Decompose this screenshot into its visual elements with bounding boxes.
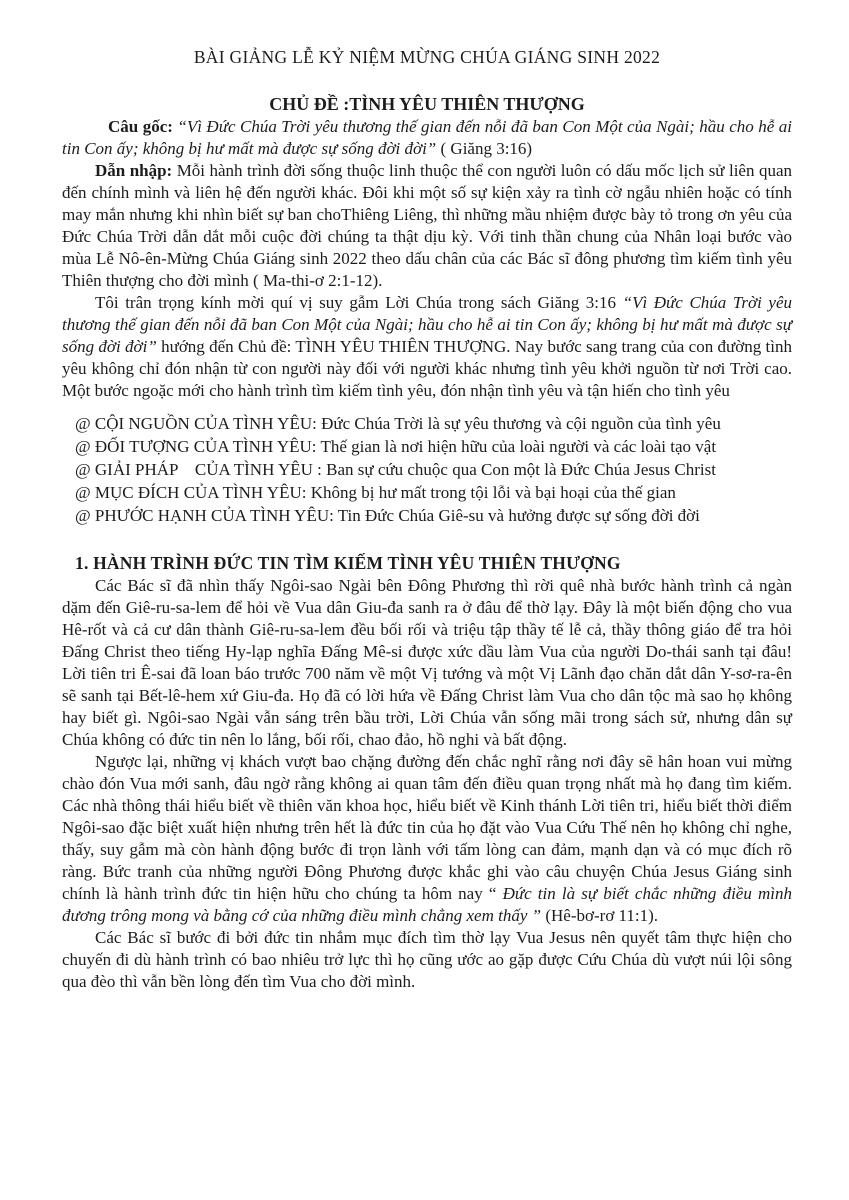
list-item-blessing-of-love: @ PHƯỚC HẠNH CỦA TÌNH YÊU: Tin Đức Chúa Giê-su và hưởng được sự sống đời đời (75, 506, 700, 525)
key-verse-paragraph: Câu gốc: “Vì Đức Chúa Trời yêu thương thế gian đến nỗi đã ban Con Một của Ngài; hầu cho hễ ai tin Con ấy; không bị hư mất mà được sự sống đời đời” ( Giăng 3:16) (62, 117, 792, 158)
section-1-heading: 1. HÀNH TRÌNH ĐỨC TIN TÌM KIẾM TÌNH YÊU THIÊN THƯỢNG (75, 553, 621, 573)
invitation-paragraph: Tôi trân trọng kính mời quí vị suy gẫm Lời Chúa trong sách Giăng 3:16 “Vì Đức Chúa Trời yêu thương thế gian đến nỗi đã ban Con Một của Ngài; hầu cho hễ ai tin Con ấy; không bị hư mất mà được sự sống đời đời” hướng đến Chủ đề: TÌNH YÊU THIÊN THƯỢNG. Nay bước sang trang của con đường tình yêu không chỉ đón nhận từ con người này đối với người khác nhưng tình yêu khởi nguồn từ nơi Trời cao. Một bước ngoặc mới cho hành trình tìm kiếm tình yêu, đón nhận tình yêu và tận hiến cho tình yêu (62, 293, 792, 400)
document-title: BÀI GIẢNG LỄ KỶ NIỆM MỪNG CHÚA GIÁNG SINH 2022 (193, 47, 661, 67)
list-item-solution-of-love: @ GIẢI PHÁP CỦA TÌNH YÊU : Ban sự cứu chuộc qua Con một là Đức Chúa Jesus Christ (75, 460, 716, 479)
love-points-list (62, 412, 792, 527)
section-1-paragraph-magi-journey: Các Bác sĩ đã nhìn thấy Ngôi-sao Ngài bên Đông Phương thì rời quê nhà bước hành trình cả ngàn dặm đến Giê-ru-sa-lem để hỏi về Vua dân Giu-đa sanh ra ở đâu để thờ lạy. Đây là một biến động cho vua Hê-rốt và cả cư dân thành Giê-ru-sa-lem đều bối rối và triệu tập thầy tế lễ cả, thầy thông giáo để tra hỏi Đấng Christ theo tiếng Hy-lạp nghĩa Đấng Mê-si được xức dầu làm Vua của người Do-thái sanh tại đâu! Lời tiên tri Ê-sai đã loan báo trước 700 năm về một Vị tướng và một Vị Lãnh đạo chăn dắt dân Y-sơ-ra-ên sẽ sanh tại Bết-lê-hem xứ Giu-đa. Họ đã có lời hứa về Đấng Christ làm Vua cho dân tộc mà sao họ không hay biết gì. Ngôi-sao Ngài vẫn sáng trên bầu trời, Lời Chúa vẫn sống mãi trong sách sử, nhưng dân sự Chúa không có đức tin nên lo lắng, bối rối, chao đảo, hồ nghi và bất động. (62, 576, 792, 749)
list-item-object-of-love: @ ĐỐI TƯỢNG CỦA TÌNH YÊU: Thế gian là nơi hiện hữu của loài người và các loài tạo vật (75, 437, 717, 456)
theme-heading: CHỦ ĐỀ :TÌNH YÊU THIÊN THƯỢNG (269, 94, 585, 114)
section-1-paragraph-faith-in-action: Ngược lại, những vị khách vượt bao chặng đường đến chắc nghĩ rằng nơi đây sẽ hân hoan vui mừng chào đón Vua mới sanh, đâu ngờ rằng không ai quan tâm đến điều quan trọng nhất mà họ đang tìm kiếm. Các nhà thông thái hiểu biết về thiên văn khoa học, hiểu biết về Kinh thánh Lời tiên tri, hiểu biết thời điểm Ngôi-sao đặc biệt xuất hiện nhưng trên hết là đức tin của họ đặt vào Vua Cứu Thế nên họ không chỉ nghe, thấy, suy gẫm mà còn hành động bước đi trọn lành với tấm lòng can đảm, mạnh dạn và có mục đích rõ ràng. Bức tranh của những người Đông Phương được khắc ghi vào câu chuyện Chúa Jesus Giáng sinh chính là hành trình đức tin hiện hữu cho chúng ta hôm nay “ Đức tin là sự biết chắc những điều mình đương trông mong và bằng cớ của những điều mình chẳng xem thấy ” (Hê-bơ-rơ 11:1). (62, 752, 792, 925)
list-item-purpose-of-love: @ MỤC ĐÍCH CỦA TÌNH YÊU: Không bị hư mất trong tội lỗi và bại hoại của thế gian (75, 483, 676, 502)
list-item-origin-of-love: @ CỘI NGUỒN CỦA TÌNH YÊU: Đức Chúa Trời là sự yêu thương và cội nguồn của tình yêu (75, 414, 721, 433)
section-1-paragraph-determination: Các Bác sĩ bước đi bởi đức tin nhắm mục đích tìm thờ lạy Vua Jesus nên quyết tâm thực hiện cho chuyến đi dù hành trình có bao nhiêu trở lực thì họ cũng ước ao gặp được Cứu Chúa dù vượt núi lội sông qua đèo thì vẫn bền lòng đến tìm Vua cho đời mình. (62, 928, 792, 991)
introduction-paragraph: Dẫn nhập: Mỗi hành trình đời sống thuộc linh thuộc thể con người luôn có dấu mốc lịch sử liên quan đến chính mình và liên hệ đến người khác. Đôi khi một số sự kiện xảy ra tình cờ ngẫu nhiên hoặc có tính may mắn nhưng khi nhìn biết sự ban choThiêng Liêng, thì những mầu nhiệm được bày tỏ trong ơn yêu của Đức Chúa Trời dẫn dắt mỗi cuộc đời chúng ta thật dịu kỳ. Với tinh thần chung của Nhân loại bước vào mùa Lễ Nô-ên-Mừng Chúa Giáng sinh 2022 theo dấu chân của các Bác sĩ đông phương tìm kiếm tình yêu Thiên thượng cho đời mình ( Ma-thi-ơ 2:1-12). (62, 161, 792, 290)
